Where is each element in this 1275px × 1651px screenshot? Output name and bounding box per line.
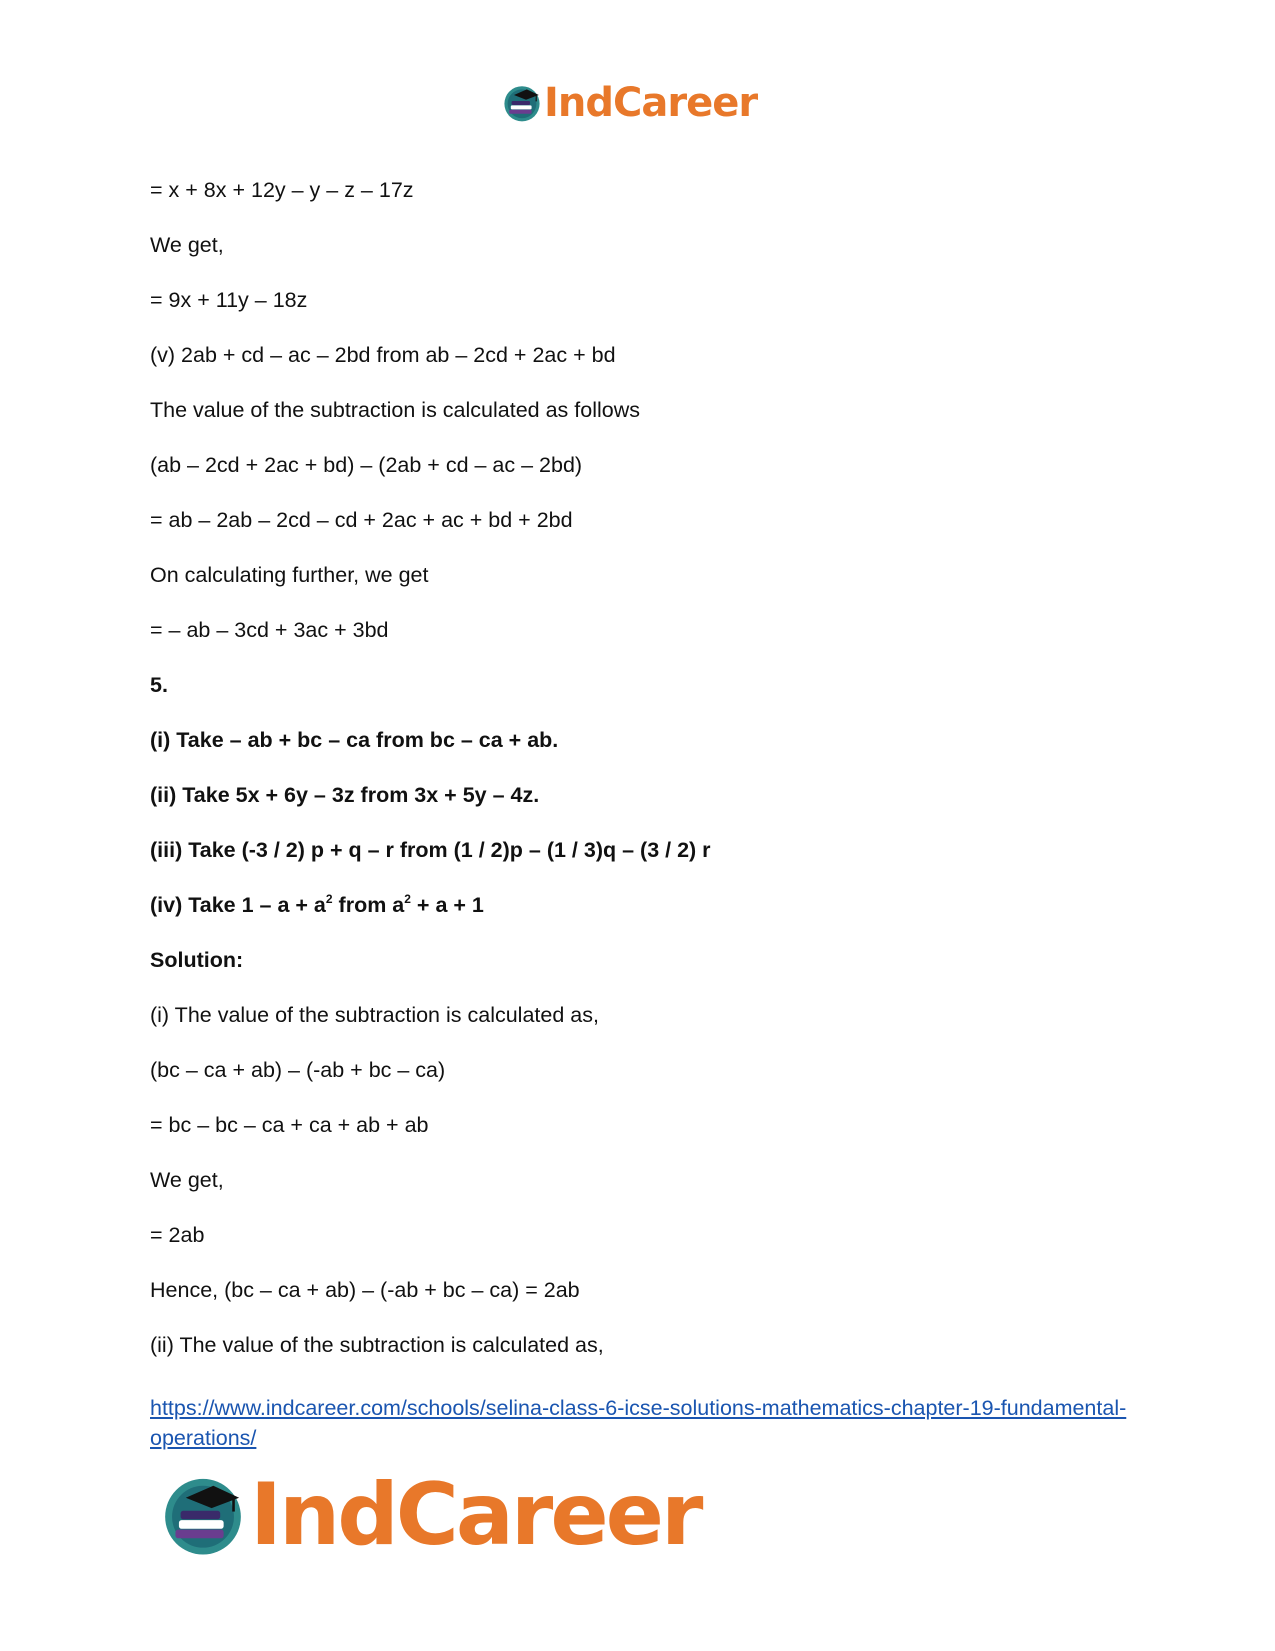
question-part: (ii) Take 5x + 6y – 3z from 3x + 5y – 4z. (150, 783, 540, 807)
equation-line: (ab – 2cd + 2ac + bd) – (2ab + cd – ac – 2bd) (150, 453, 583, 477)
question-text: from a (332, 893, 405, 917)
superscript: 2 (325, 892, 333, 906)
document-content (150, 172, 1130, 1382)
equation-line: = 2ab (150, 1223, 205, 1247)
equation-line: = ab – 2ab – 2cd – cd + 2ac + ac + bd + 2bd (150, 508, 573, 532)
equation-line: = bc – bc – ca + ca + ab + ab (150, 1113, 429, 1137)
superscript: 2 (404, 892, 411, 906)
text-line: We get, (150, 1168, 224, 1192)
text-line: (ii) The value of the subtraction is calculated as, (150, 1333, 604, 1357)
question-part (150, 887, 1130, 942)
question-text: (iv) Take 1 – a + a (150, 893, 326, 917)
logo-text: IndCareer (544, 80, 758, 126)
graduation-cap-books-icon (160, 1472, 246, 1558)
header-logo (502, 80, 757, 126)
equation-line: (bc – ca + ab) – (-ab + bc – ca) (150, 1058, 446, 1082)
text-line: The value of the subtraction is calculated as follows (150, 398, 640, 422)
question-text: + a + 1 (410, 893, 484, 917)
footer-logo (160, 1467, 700, 1563)
conclusion-line: Hence, (bc – ca + ab) – (-ab + bc – ca) = 2ab (150, 1278, 580, 1302)
question-number: 5. (150, 673, 168, 697)
question-part: (i) Take – ab + bc – ca from bc – ca + ab. (150, 728, 559, 752)
question-part: (iii) Take (-3 / 2) p + q – r from (1 / 2)p – (1 / 3)q – (3 / 2) r (150, 838, 711, 862)
equation-line: = – ab – 3cd + 3ac + 3bd (150, 618, 389, 642)
graduation-cap-books-icon (502, 83, 542, 123)
text-line: On calculating further, we get (150, 563, 429, 587)
text-line: We get, (150, 233, 224, 257)
equation-line: = x + 8x + 12y – y – z – 17z (150, 178, 414, 202)
source-url-link[interactable]: https://www.indcareer.com/schools/selina-class-6-icse-solutions-mathematics-chapter-19-fundamental-operations/ (150, 1396, 1127, 1450)
solution-heading: Solution: (150, 948, 244, 972)
text-line: (i) The value of the subtraction is calculated as, (150, 1003, 599, 1027)
question-part: (v) 2ab + cd – ac – 2bd from ab – 2cd + 2ac + bd (150, 343, 616, 367)
logo-text: IndCareer (250, 1465, 701, 1565)
equation-line: = 9x + 11y – 18z (150, 288, 308, 312)
